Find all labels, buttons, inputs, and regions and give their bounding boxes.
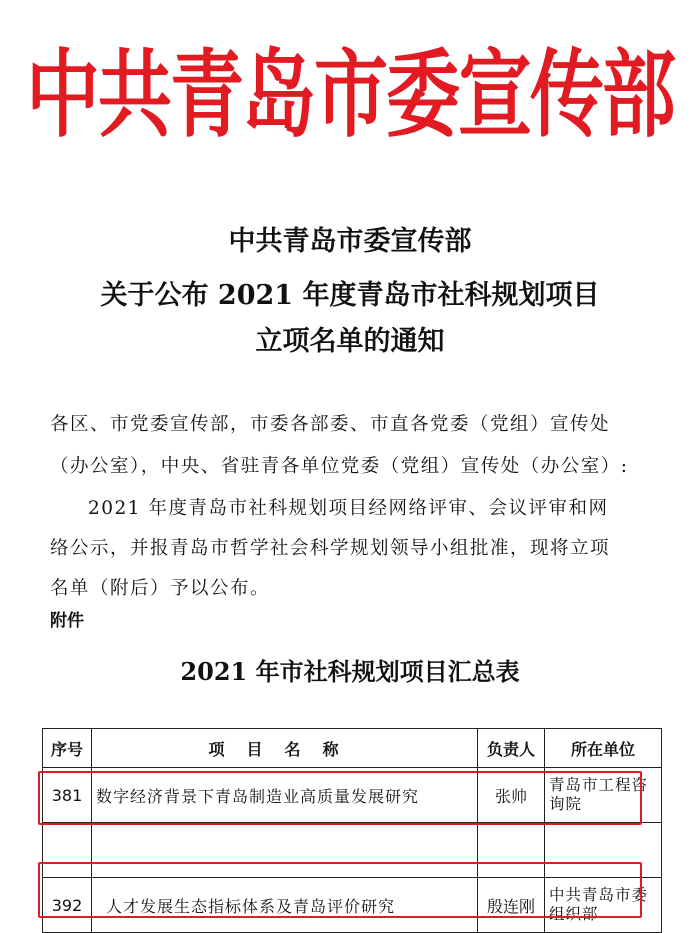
attachment-label: 附件 — [50, 611, 84, 631]
letterhead-title: 中共青岛市委宣传部 — [26, 40, 674, 151]
body-paragraph-line: 2021 年度青岛市社科规划项目经网络评审、会议评审和网 — [88, 498, 609, 519]
body-paragraph-line: 名单（附后）予以公布。 — [50, 578, 271, 599]
document-title-line-2: 关于公布 2021 年度青岛市社科规划项目 — [100, 280, 600, 311]
body-paragraph-line: 络公示，并报青岛市哲学社会科学规划领导小组批准，现将立项 — [50, 538, 611, 559]
body-paragraph-line: （办公室），中央、省驻青各单位党委（党组）宣传处（办公室）: — [50, 456, 629, 477]
cell-unit: 青岛市工程咨询院 — [545, 768, 662, 823]
header-cell-unit: 所在单位 — [545, 729, 662, 768]
document-title-line-1: 中共青岛市委宣传部 — [228, 226, 472, 257]
highlight-box-row-392 — [38, 862, 642, 918]
cell-owner: 殷连刚 — [478, 878, 545, 933]
table-header-row — [43, 729, 662, 768]
highlight-box-row-381 — [38, 771, 642, 825]
cell-owner: 张帅 — [478, 768, 545, 823]
cell-name: 人才发展生态指标体系及青岛评价研究 — [92, 878, 478, 933]
cell-no: 381 — [43, 768, 92, 823]
header-cell-name: 项目名称 — [92, 729, 478, 768]
body-paragraph-line: 各区、市党委宣传部，市委各部委、市直各党委（党组）宣传处 — [50, 414, 611, 435]
header-cell-no: 序号 — [43, 729, 92, 768]
cell-no: 392 — [43, 878, 92, 933]
header-cell-owner: 负责人 — [478, 729, 545, 768]
cell-unit: 中共青岛市委组织部 — [545, 878, 662, 933]
document-title-line-3: 立项名单的通知 — [255, 326, 445, 357]
table-title: 2021 年市社科规划项目汇总表 — [180, 657, 520, 686]
cell-name: 数字经济背景下青岛制造业高质量发展研究 — [92, 768, 478, 823]
